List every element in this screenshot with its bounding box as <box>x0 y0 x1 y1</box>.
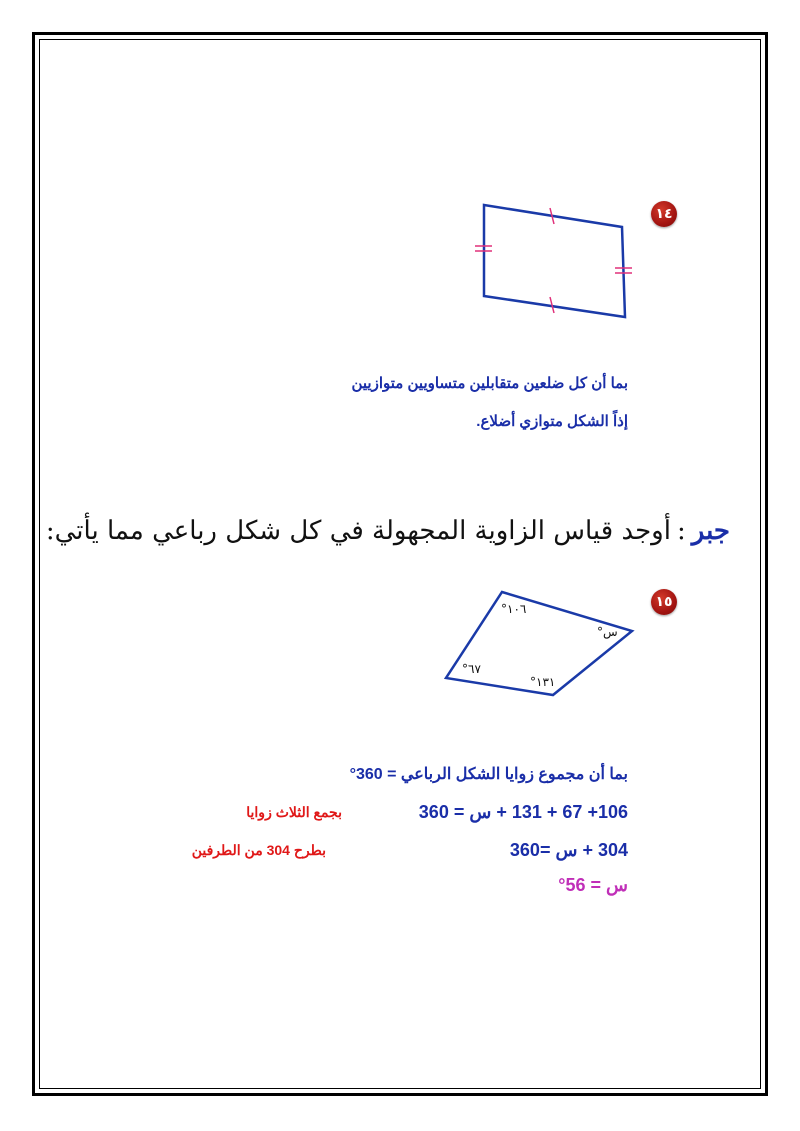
problem-15-badge <box>651 589 677 615</box>
solution-step-3-note: بطرح 304 من الطرفين <box>191 842 326 858</box>
solution-result: س = 56° <box>558 875 628 895</box>
solution-step-1: بما أن مجموع زوايا الشكل الرباعي = 360° <box>349 766 628 783</box>
angle-right-label: °س <box>597 625 618 639</box>
angle-bottom-label: °١٣١ <box>530 675 556 689</box>
section-instruction: أوجد قياس الزاوية المجهولة في كل شكل رباعي مما يأتي: <box>45 516 671 546</box>
problem-15-number: ١٥ <box>655 594 673 610</box>
problem-15-quadrilateral <box>440 585 640 705</box>
problem-14-reason: بما أن كل ضلعين متقابلين متساويين متوازيين <box>351 375 628 392</box>
problem-14-number: ١٤ <box>655 206 673 222</box>
solution-step-2: 106+ 67 + 131 + س = 360 <box>418 802 628 822</box>
section-header <box>46 516 730 546</box>
page-border-inner <box>39 39 761 1089</box>
problem-14-quadrilateral <box>470 195 640 325</box>
solution-step-2-note: بجمع الثلاث زوايا <box>246 804 342 820</box>
solution-step-3: 304 + س =360 <box>509 840 628 860</box>
angle-left-label: °٦٧ <box>462 662 481 676</box>
problem-14-badge <box>651 201 677 227</box>
angle-top-label: °١٠٦ <box>501 602 527 616</box>
section-keyword: جبر <box>691 516 730 546</box>
section-separator: : <box>676 516 686 546</box>
parallelogram-shape <box>484 205 625 317</box>
problem-14-conclusion: إذاً الشكل متوازي أضلاع. <box>476 413 628 430</box>
